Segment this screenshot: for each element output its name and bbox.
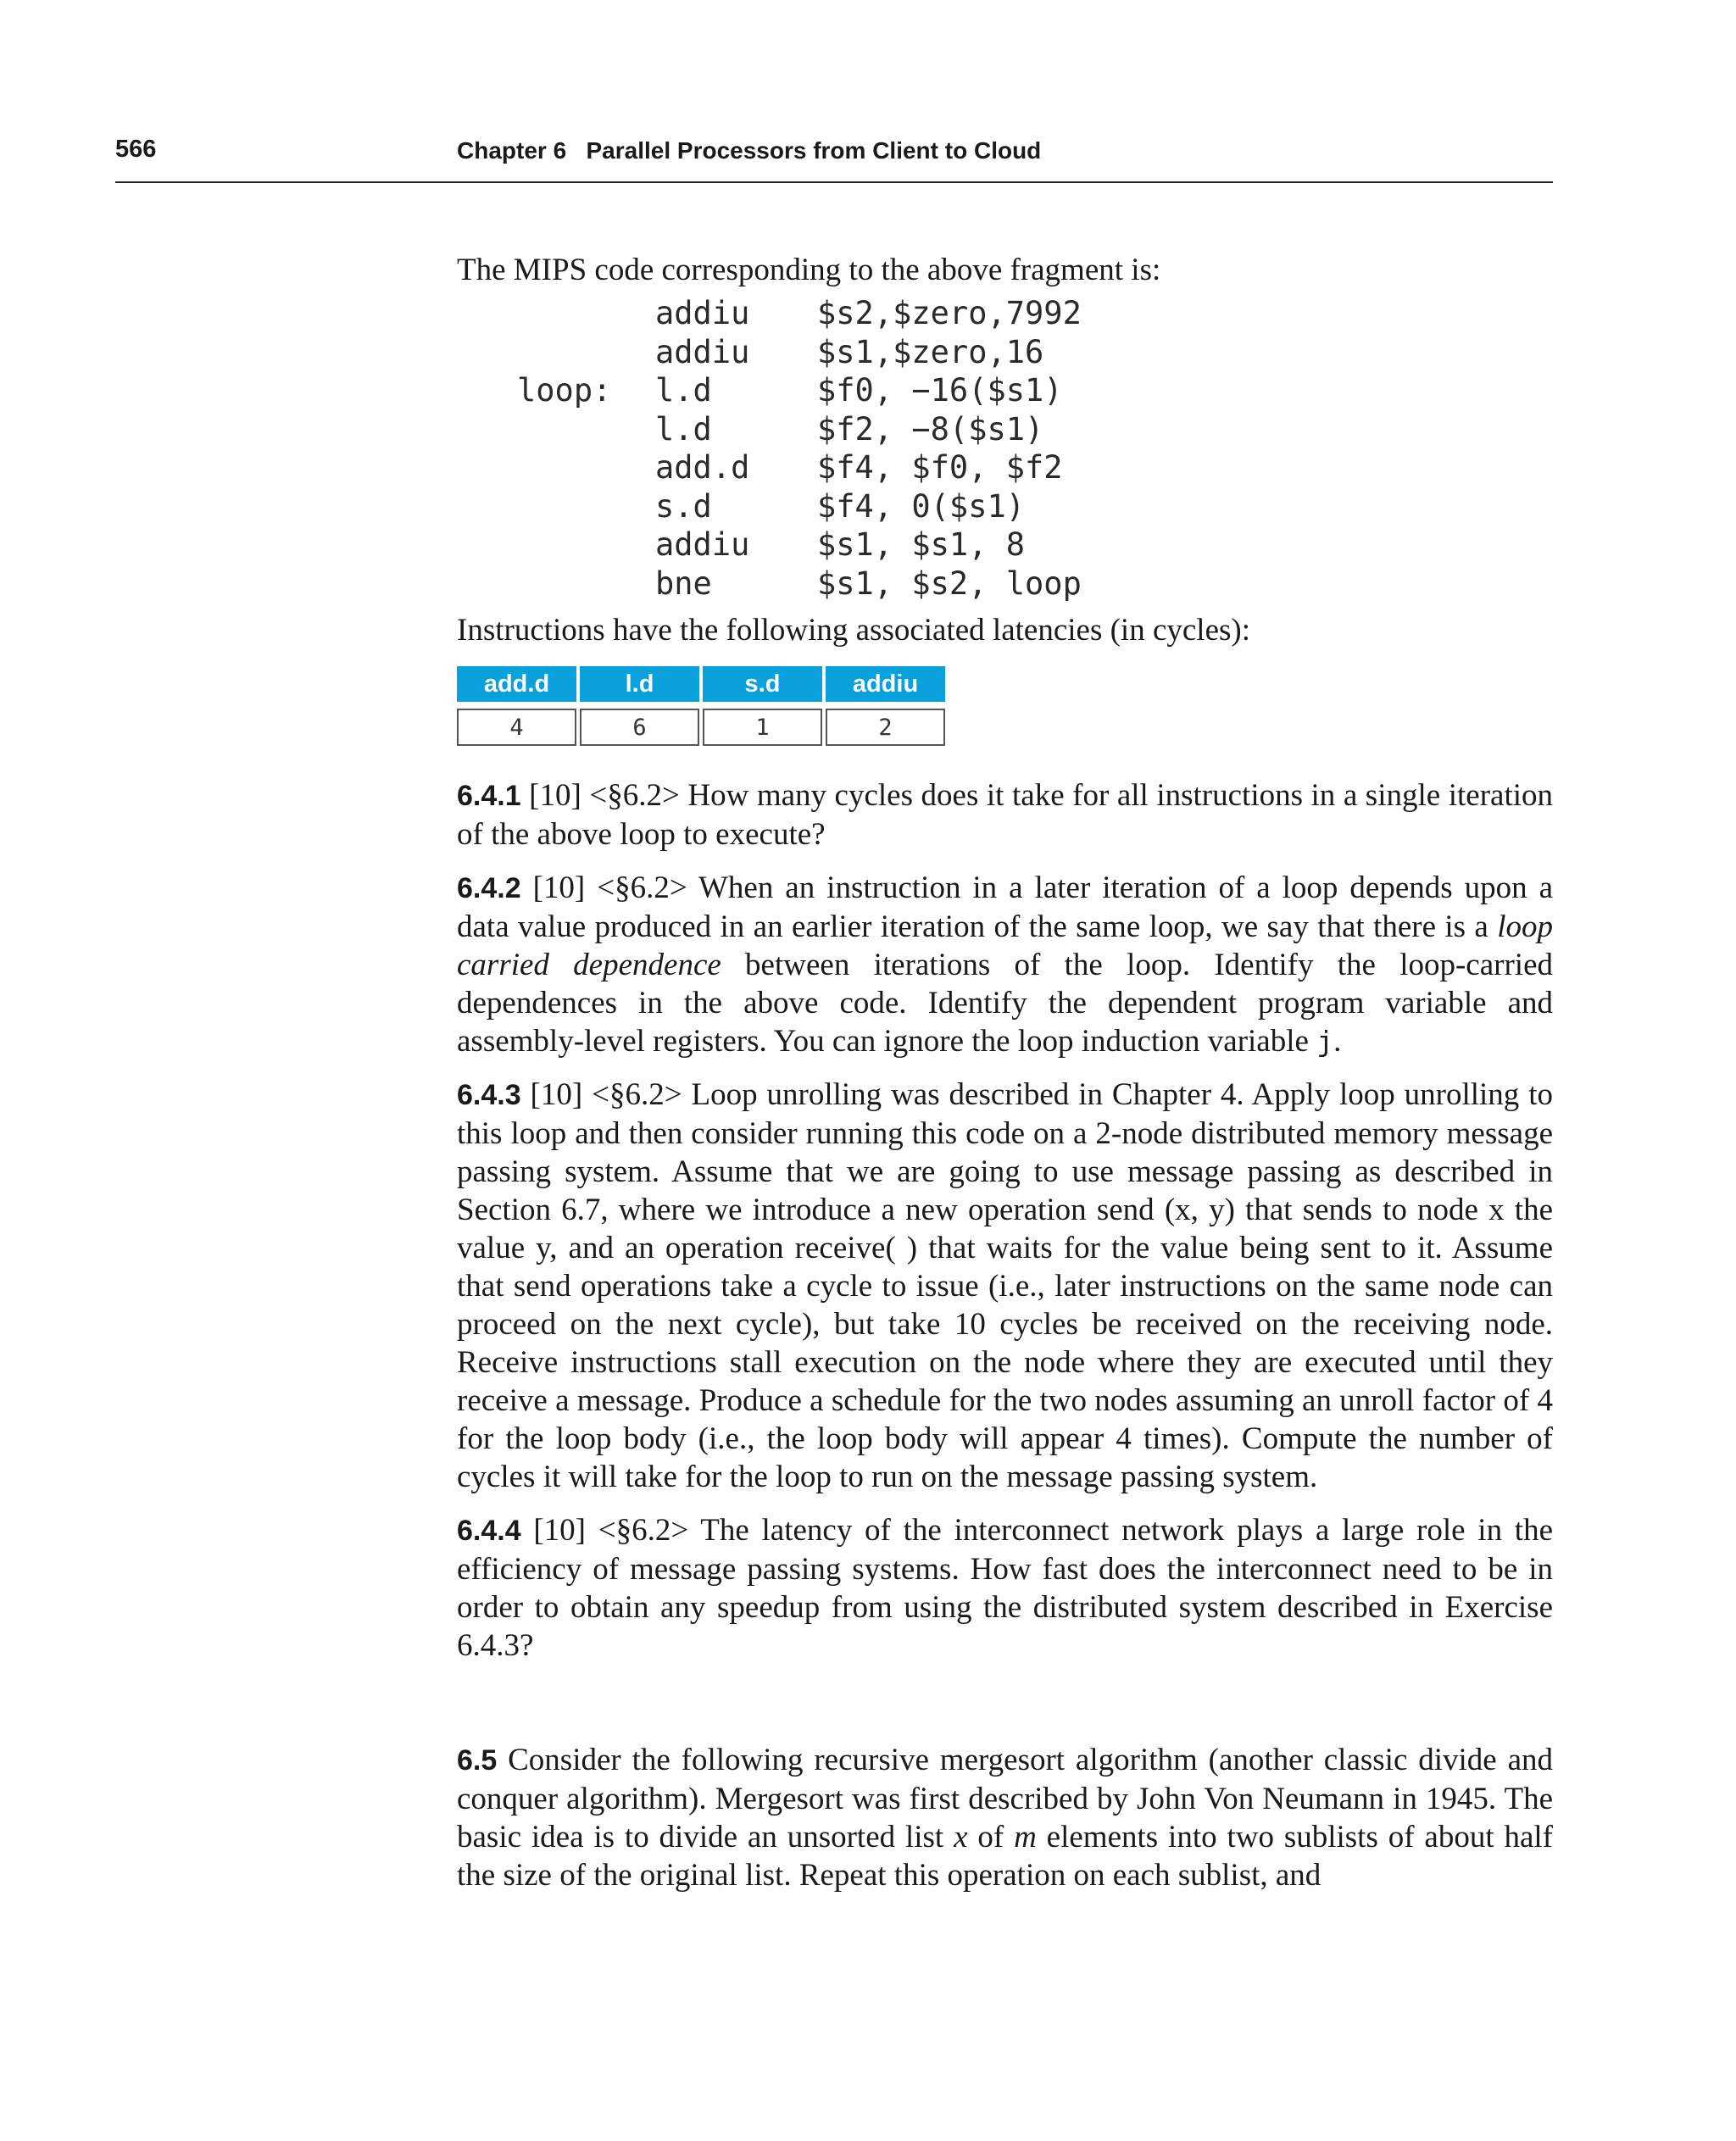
exercise-number: 6.4.4 xyxy=(457,1515,521,1547)
code-operands: $f4, $f0, $f2 xyxy=(817,449,1063,486)
page-header xyxy=(115,134,1553,183)
latency-value-row xyxy=(457,709,945,746)
code-line xyxy=(517,333,1553,372)
exercise-text: Consider the following recursive mergesort algorithm (another classic divide and conquer algorithm). Mergesort was first described by John Von Neumann in 1945. The basic idea is to divide an unsorted list xyxy=(457,1743,1553,1855)
code-line xyxy=(517,526,1553,564)
exercise-number: 6.4.1 xyxy=(457,780,521,812)
code-opcode: bne xyxy=(655,564,712,602)
code-line xyxy=(517,371,1553,410)
chapter-title: Chapter 6 Parallel Processors from Client to Cloud xyxy=(457,137,1042,164)
code-line xyxy=(517,487,1553,526)
term-italic: loop carried dependence xyxy=(457,909,1553,982)
page-body xyxy=(457,251,1553,1910)
exercise-text: [10] <§6.2> Loop unrolling was described in Chapter 4. Apply loop unrolling to this loop and then consider running this code on a 2-node distributed memory message passing system. Assume that we are going to use message passing as described in Section 6.7, where we introduce a new operation send (x, y) that sends to node x the value y, and an operation receive( ) that waits for the value being sent to it. Assume that send operations take a cycle to issue (i.e., later instructions on the same node can proceed on the next cycle), but take 10 cycles be received on the receiving node. Receive instructions stall execution on the node where they are executed until they receive a message. Produce a schedule for the two nodes assuming an unroll factor of 4 for the loop body (i.e., the loop body will appear 4 times). Compute the number of cycles it will take for the loop to run on the message passing system. xyxy=(457,1077,1553,1494)
latency-header-cell: s.d xyxy=(703,666,822,709)
code-operands: $s2,$zero,7992 xyxy=(817,295,1082,331)
code-opcode: addiu xyxy=(655,526,750,563)
exercise-text: [10] <§6.2> The latency of the interconnect network plays a large role in the efficiency of message passing systems. How fast does the interconnect need to be in order to obtain any speedup from using the distributed system described in Exercise 6.4.3? xyxy=(457,1513,1553,1663)
code-label xyxy=(517,526,655,564)
latency-value-cell: 1 xyxy=(703,709,822,746)
latency-value-cell: 6 xyxy=(580,709,699,746)
code-line xyxy=(517,564,1553,603)
exercise-number: 6.4.3 xyxy=(457,1079,521,1111)
code-opcode: addiu xyxy=(655,333,750,370)
code-label xyxy=(517,294,655,333)
exercise-text: elements into two sublists of about half the size of the original list. Repeat this operation on each sublist, and xyxy=(457,1820,1554,1893)
code-label: loop: xyxy=(517,372,612,409)
latency-header-cell: add.d xyxy=(457,666,576,709)
exercise-6-4-1 xyxy=(457,776,1553,854)
code-operands: $s1,$zero,16 xyxy=(817,333,1044,370)
code-operands: $s1, $s2, loop xyxy=(817,564,1082,602)
latency-header-row xyxy=(457,666,945,709)
latency-header-cell: addiu xyxy=(826,666,945,709)
code-label xyxy=(517,564,655,603)
code-opcode: l.d xyxy=(655,410,712,448)
exercise-number: 6.4.2 xyxy=(457,872,521,904)
page-number: 566 xyxy=(115,136,157,163)
code-label xyxy=(517,487,655,526)
exercise-6-5 xyxy=(457,1741,1553,1894)
code-label xyxy=(517,410,655,449)
code-line xyxy=(517,410,1553,449)
code-line xyxy=(517,448,1553,487)
code-operands: $f0, −16($s1) xyxy=(817,372,1063,409)
latency-table xyxy=(453,666,949,746)
exercise-text: . xyxy=(1333,1024,1342,1059)
code-opcode: s.d xyxy=(655,487,712,525)
exercise-number: 6.5 xyxy=(457,1744,498,1777)
exercise-text: [10] <§6.2> How many cycles does it take for all instructions in a single iteration of the above loop to execute? xyxy=(457,778,1553,852)
code-opcode: addiu xyxy=(655,295,750,331)
exercise-6-4-3 xyxy=(457,1076,1553,1496)
code-opcode: l.d xyxy=(655,372,712,409)
code-operands: $s1, $s1, 8 xyxy=(817,526,1026,563)
latency-value-cell: 2 xyxy=(826,709,945,746)
code-opcode: add.d xyxy=(655,449,750,486)
latency-intro: Instructions have the following associated latencies (in cycles): xyxy=(457,613,1251,648)
latency-header-cell: l.d xyxy=(580,666,699,709)
variable-italic: x xyxy=(954,1820,968,1855)
variable-italic: m xyxy=(1014,1820,1037,1855)
code-variable: j xyxy=(1316,1025,1334,1058)
exercise-6-4-2 xyxy=(457,869,1553,1060)
mips-code-block xyxy=(517,294,1553,603)
code-line xyxy=(517,294,1553,333)
latency-value-cell: 4 xyxy=(457,709,576,746)
code-label xyxy=(517,448,655,487)
code-label xyxy=(517,333,655,372)
exercise-text: of xyxy=(967,1820,1015,1855)
code-operands: $f2, −8($s1) xyxy=(817,410,1044,448)
exercise-text: [10] <§6.2> When an instruction in a later iteration of a loop depends upon a data value produced in an earlier iteration of the same loop, we say that there is a xyxy=(457,870,1553,944)
code-operands: $f4, 0($s1) xyxy=(817,487,1026,525)
exercise-text: between iterations of the loop. Identify the loop-carried dependences in the above code. Identify the dependent program variable and assembly-level registers. You can ignore the loop induction variable xyxy=(457,948,1553,1059)
exercise-6-4-4 xyxy=(457,1511,1553,1665)
code-intro: The MIPS code corresponding to the above fragment is: xyxy=(457,253,1161,287)
